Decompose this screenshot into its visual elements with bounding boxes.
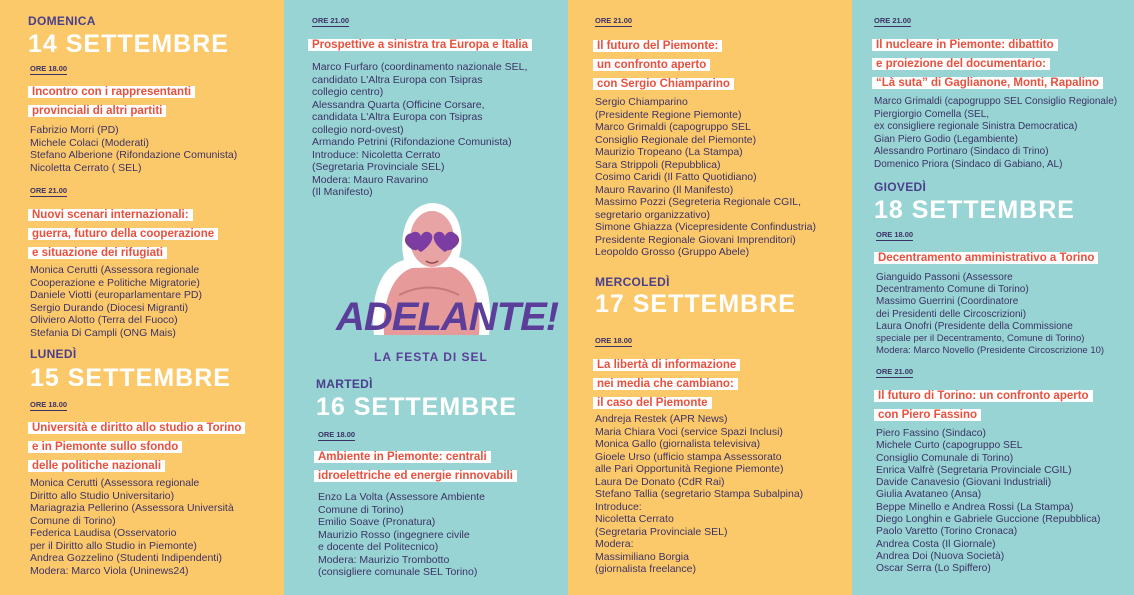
event-title: La libertà di informazione nei media che cambiano: il caso del Piemonte [593, 355, 843, 412]
event-time: ORE 21.00 [876, 367, 914, 376]
event-speakers: Marco Grimaldi (capogruppo SEL Consiglio Regionale) Piergiorgio Comella (SEL, ex consigliere regionale Sinistra Democratica) Gian Piero Godio (Legambiente) Alessandro Portinaro (Sindaco di Trino) Domenico Priora (Sindaco di Gabiano, AL) [874, 96, 1118, 170]
event-title: Il nucleare in Piemonte: dibattito e proiezione del documentario: “Là suta” di Gaglianone, Monti, Rapalino [872, 35, 1134, 92]
event-time: ORE 21.00 [595, 16, 633, 25]
event-title: Decentramento amministrativo a Torino [874, 248, 1132, 267]
event-time: ORE 18.00 [876, 230, 914, 239]
event-time: ORE 21.00 [312, 16, 350, 25]
date-heading-14: 14 SETTEMBRE [28, 30, 229, 58]
date-heading-16: 16 SETTEMBRE [316, 393, 517, 421]
event-speakers: Sergio Chiamparino (Presidente Regione Piemonte) Marco Grimaldi (capogruppo SEL Consiglio Regionale del Piemonte) Maurizio Tropeano (La Stampa) Sara Strippoli (Repubblica) Cosimo Caridi (Il Fatto Quotidiano) Mauro Ravarino (Il Manifesto) Massimo Pozzi (Segreteria Regionale CGIL, segretario organizzativo) Simone Ghiazza (Vicepresidente Confindustria) Presidente Regionale Giovani Imprenditori) Leopoldo Grosso (Gruppo Abele) [595, 96, 817, 258]
event-speakers: Fabrizio Morri (PD) Michele Colaci (Moderati) Stefano Alberione (Rifondazione Comunista) Nicoletta Cerrato ( SEL) [30, 124, 238, 174]
event-speakers: Andreja Restek (APR News) Maria Chiara Voci (service Spazi Inclusi) Monica Gallo (giornalista televisiva) Gioele Urso (ufficio stampa Assessorato alle Pari Opportunità Regione Piemonte) Laura De Donato (CdR Rai) Stefano Tallia (segretario Stampa Subalpina) Introduce: Nicoletta Cerrato (Segretaria Provinciale SEL) Modera: Massimiliano Borgia (giornalista freelance) [595, 413, 804, 575]
event-title: Ambiente in Piemonte: centrali idroelettriche ed energie rinnovabili [314, 447, 564, 485]
day-label-sunday: DOMENICA [28, 14, 96, 28]
event-time: ORE 18.00 [30, 400, 68, 409]
event-speakers: Monica Cerutti (Assessora regionale Cooperazione e Politiche Migratorie) Daniele Viotti (europarlamentare PD) Sergio Durando (Diocesi Migranti) Oliviero Alotto (Terra del Fuoco) Stefania Di Campli (ONG Mais) [30, 264, 202, 339]
date-heading-17: 17 SETTEMBRE [595, 290, 796, 318]
event-speakers: Gianguido Passoni (Assessore Decentramento Comune di Torino) Massimo Guerrini (Coordinatore dei Presidenti delle Circoscrizioni) Laura Onofri (Presidente della Commissione speciale per il Decentramento, Comune di Torino) Modera: Marco Novello (Presidente Circoscrizione 10) [876, 272, 1105, 357]
event-title: Università e diritto allo studio a Torino e in Piemonte sullo sfondo delle politiche nazionali [28, 418, 283, 475]
event-title: Prospettive a sinistra tra Europa e Italia [308, 35, 566, 54]
festival-logo: ADELANTE! [336, 295, 559, 339]
event-time: ORE 18.00 [595, 336, 633, 345]
day-label-thursday: GIOVEDÌ [874, 180, 927, 194]
event-time: ORE 18.00 [318, 430, 356, 439]
event-speakers: Marco Furfaro (coordinamento nazionale SEL, candidato L'Altra Europa con Tsipras collegio centro) Alessandra Quarta (Officine Corsare, candidata L'Altra Europa con Tsipras collegio nord-ovest) Armando Petrini (Rifondazione Comunista) Introduce: Nicoletta Cerrato (Segretaria Provinciale SEL) Modera: Mauro Ravarino (Il Manifesto) [312, 61, 528, 198]
event-speakers: Piero Fassino (Sindaco) Michele Curto (capogruppo SEL Consiglio Comunale di Torino) Enrica Valfrè (Segretaria Provinciale CGIL) Davide Canavesio (Giovani Industriali) Giulia Avataneo (Ansa) Beppe Minello e Andrea Rossi (La Stampa) Diego Longhin e Gabriele Guccione (Repubblica) Paolo Varetto (Torino Cronaca) Andrea Costa (Il Giornale) Andrea Doi (Nuova Società) Oscar Serra (Lo Spiffero) [876, 428, 1101, 575]
date-heading-15: 15 SETTEMBRE [30, 364, 231, 392]
column-wednesday [568, 0, 852, 595]
column-sunday-monday [0, 0, 284, 595]
festival-subtitle: LA FESTA DI SEL [374, 350, 488, 364]
event-speakers: Enzo La Volta (Assessore Ambiente Comune di Torino) Emilio Soave (Pronatura) Maurizio Rosso (ingegnere civile e docente del Politecnico) Modera: Maurizio Trombotto (consigliere comunale SEL Torino) [318, 491, 485, 578]
event-speakers: Monica Cerutti (Assessora regionale Diritto allo Studio Universitario) Mariagrazia Pellerino (Assessora Università Comune di Torino) Federica Laudisa (Osservatorio per il Diritto allo Studio in Piemonte) Andrea Gozzelino (Studenti Indipendenti) Modera: Marco Viola (Uninews24) [30, 477, 234, 577]
column-tuesday [284, 0, 568, 595]
column-thursday [852, 0, 1134, 595]
event-title: Incontro con i rappresentanti provinciali di altri partiti [28, 82, 278, 120]
event-time: ORE 21.00 [30, 186, 68, 195]
event-title: Il futuro del Piemonte: un confronto aperto con Sergio Chiamparino [593, 36, 843, 93]
date-heading-18: 18 SETTEMBRE [874, 196, 1075, 224]
event-title: Nuovi scenari internazionali: guerra, futuro della cooperazione e situazione dei rifugiati [28, 205, 278, 262]
event-time: ORE 18.00 [30, 64, 68, 73]
event-title: Il futuro di Torino: un confronto aperto con Piero Fassino [874, 386, 1132, 424]
day-label-tuesday: MARTEDÌ [316, 377, 373, 391]
day-label-wednesday: MERCOLEDÌ [595, 275, 670, 289]
day-label-monday: LUNEDÌ [30, 347, 77, 361]
event-time: ORE 21.00 [874, 16, 912, 25]
